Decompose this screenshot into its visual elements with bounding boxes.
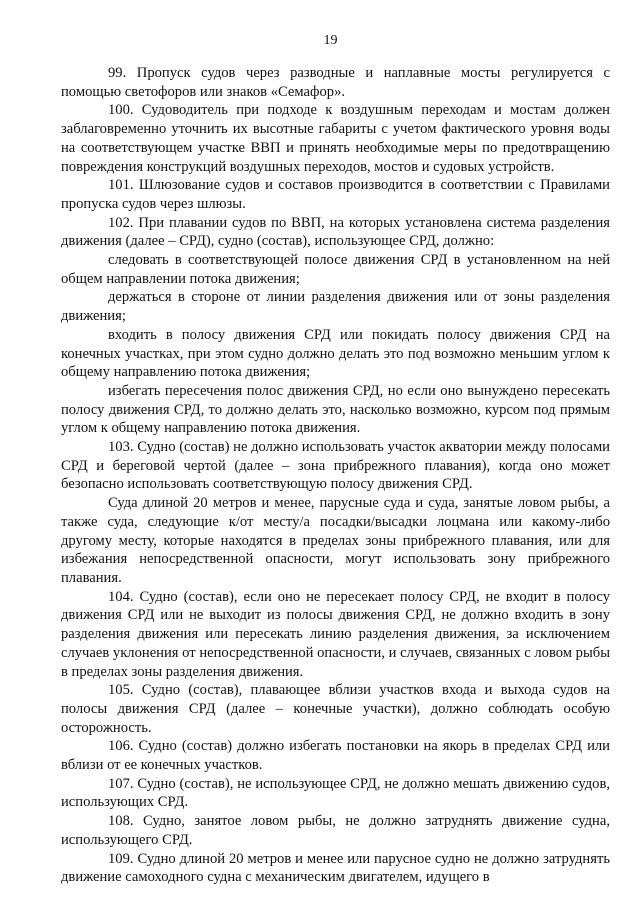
paragraph-101: 101. Шлюзование судов и составов производится в соответствии с Правилами пропуска судов через шлюзы. — [61, 177, 610, 212]
paragraph-109: 109. Судно длиной 20 метров и менее или парусное судно не должно затруднять движение самоходного судна с механическим двигателем, идущего в — [61, 850, 610, 886]
paragraph-105: 105. Судно (состав), плавающее вблизи участков входа и выхода судов на полосы движения СРД (далее – конечные участки), должно соблюдать особую осторожность. — [61, 682, 610, 736]
page-number: 19 — [323, 33, 338, 48]
paragraph-104: 104. Судно (состав), если оно не пересекает полосу СРД, не входит в полосу движения СРД или не выходит из полосы движения СРД, не должно входить в зону разделения движения или пересекать линию разделения движения, за исключением случаев уклонения от непосредственной опасности, и случаев, связанных с ловом рыбы в пределах зоны разделения движения. — [61, 588, 610, 680]
paragraph-106: 106. Судно (состав) должно избегать постановки на якорь в пределах СРД или вблизи от ее конечных участков. — [61, 738, 610, 774]
paragraph-107: 107. Судно (состав), не использующее СРД, не должно мешать движению судов, использующих СРД. — [61, 775, 610, 811]
paragraph-103-continued: Суда длиной 20 метров и менее, парусные суда и суда, занятые ловом рыбы, а также суда, следующие к/от месту/а посадки/высадки лоцмана или какому-либо другому месту, которые находятся в пределах зоны прибрежного плавания, или для избежания непосредственной опасности, могут использовать зону прибрежного плавания. — [61, 495, 610, 586]
paragraph-103: 103. Судно (состав) не должно использовать участок акватории между полосами СРД и береговой чертой (далее – зона прибрежного плавания), когда оно может безопасно использовать соответствующую полосу движения СРД. — [61, 439, 610, 493]
paragraph-102-item-2: держаться в стороне от линии разделения движения или от зоны разделения движения; — [61, 289, 610, 325]
paragraph-102-item-3: входить в полосу движения СРД или покидать полосу движения СРД на конечных участках, при этом судно должно делать это под возможно меньшим углом к общему направлению потока движения; — [61, 326, 610, 381]
paragraph-102: 102. При плавании судов по ВВП, на которых установлена система разделения движения (далее – СРД), судно (состав), использующее СРД, должно: — [61, 214, 610, 250]
paragraph-99: 99. Пропуск судов через разводные и наплавные мосты регулируется с помощью светофоров или знаков «Семафор». — [61, 65, 610, 100]
paragraph-100: 100. Судоводитель при подходе к воздушным переходам и мостам должен заблаговременно уточнить их высотные габариты с учетом фактического уровня воды на соответствующем участке ВВП и принять необходимые меры по предотвращению повреждения конструкций воздушных переходов, мостов и судовых устройств. — [61, 102, 610, 175]
paragraph-108: 108. Судно, занятое ловом рыбы, не должно затруднять движение судна, использующего СРД. — [61, 813, 610, 848]
paragraph-102-item-4: избегать пересечения полос движения СРД, но если оно вынуждено пересекать полосу движения СРД, то должно делать это, насколько возможно, курсом под прямым углом к общему направлению потока движения. — [61, 382, 610, 437]
document-body — [61, 64, 610, 887]
paragraph-102-item-1: следовать в соответствующей полосе движения СРД в установленном на ней общем направлении потока движения; — [61, 252, 610, 287]
